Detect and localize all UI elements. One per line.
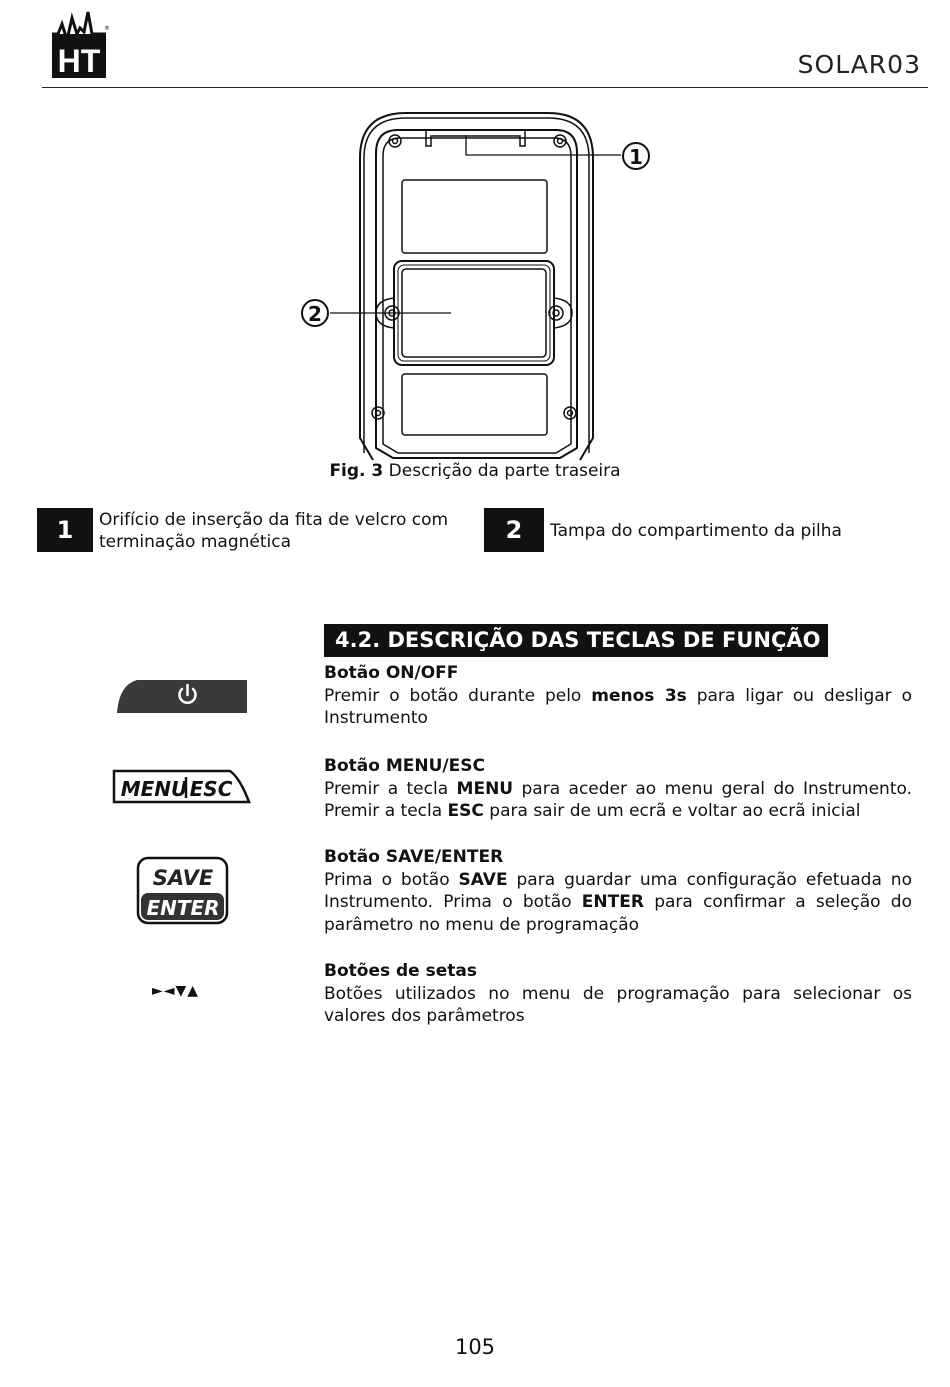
key-entry-menu-esc — [324, 755, 912, 823]
figure-caption: Fig. 3 Descrição da parte traseira — [329, 461, 621, 481]
section-title: 4.2. DESCRIÇÃO DAS TECLAS DE FUNÇÃO — [324, 624, 828, 657]
ht-logo — [50, 8, 108, 80]
save-enter-key-icon — [136, 856, 230, 930]
svg-text:1: 1 — [629, 145, 643, 169]
legend-number-1: 1 — [37, 508, 93, 552]
arrow-keys-icon: ►◄▼▲ — [152, 983, 200, 999]
header-divider — [42, 87, 928, 88]
key-entry-on-off — [324, 662, 912, 730]
key-entry-save-enter — [324, 846, 912, 936]
svg-text:2: 2 — [308, 302, 322, 326]
ht-logo-text: HT — [57, 43, 101, 79]
key-heading: Botão ON/OFF — [324, 663, 459, 683]
key-description: Premir o botão durante pelo menos 3s para ligar ou desligar o Instrumento — [324, 685, 912, 729]
document-model: SOLAR03 — [797, 50, 921, 79]
page-number: 105 — [454, 1335, 496, 1359]
key-heading: Botão SAVE/ENTER — [324, 847, 504, 867]
key-entry-arrows — [324, 960, 912, 1028]
legend-text-2: Tampa do compartimento da pilha — [550, 521, 842, 541]
callout-2 — [302, 300, 328, 326]
key-description: Botões utilizados no menu de programação para selecionar os valores dos parâmetros — [324, 983, 912, 1027]
device-rear-view-figure — [298, 108, 658, 460]
svg-text:®: ® — [104, 25, 110, 32]
callout-1 — [623, 143, 649, 169]
key-heading: Botões de setas — [324, 961, 477, 981]
enter-key-label: ENTER — [146, 896, 220, 920]
esc-key-label: ESC — [189, 777, 233, 801]
key-description: Premir a tecla MENU para aceder ao menu geral do Instrumento. Premir a tecla ESC para sair de um ecrã e voltar ao ecrã inicial — [324, 778, 912, 822]
power-icon — [115, 677, 249, 719]
menu-key-label: MENU — [120, 777, 188, 801]
legend-number-2: 2 — [484, 508, 544, 552]
legend-text-1: Orifício de inserção da fita de velcro com terminação magnética — [99, 510, 449, 552]
key-description: Prima o botão SAVE para guardar uma configuração efetuada no Instrumento. Prima o botão ENTER para confirmar a seleção do parâmetro no menu de programação — [324, 869, 913, 935]
save-key-label: SAVE — [152, 866, 214, 890]
menu-esc-key-icon — [112, 768, 252, 812]
key-heading: Botão MENU/ESC — [324, 756, 485, 776]
